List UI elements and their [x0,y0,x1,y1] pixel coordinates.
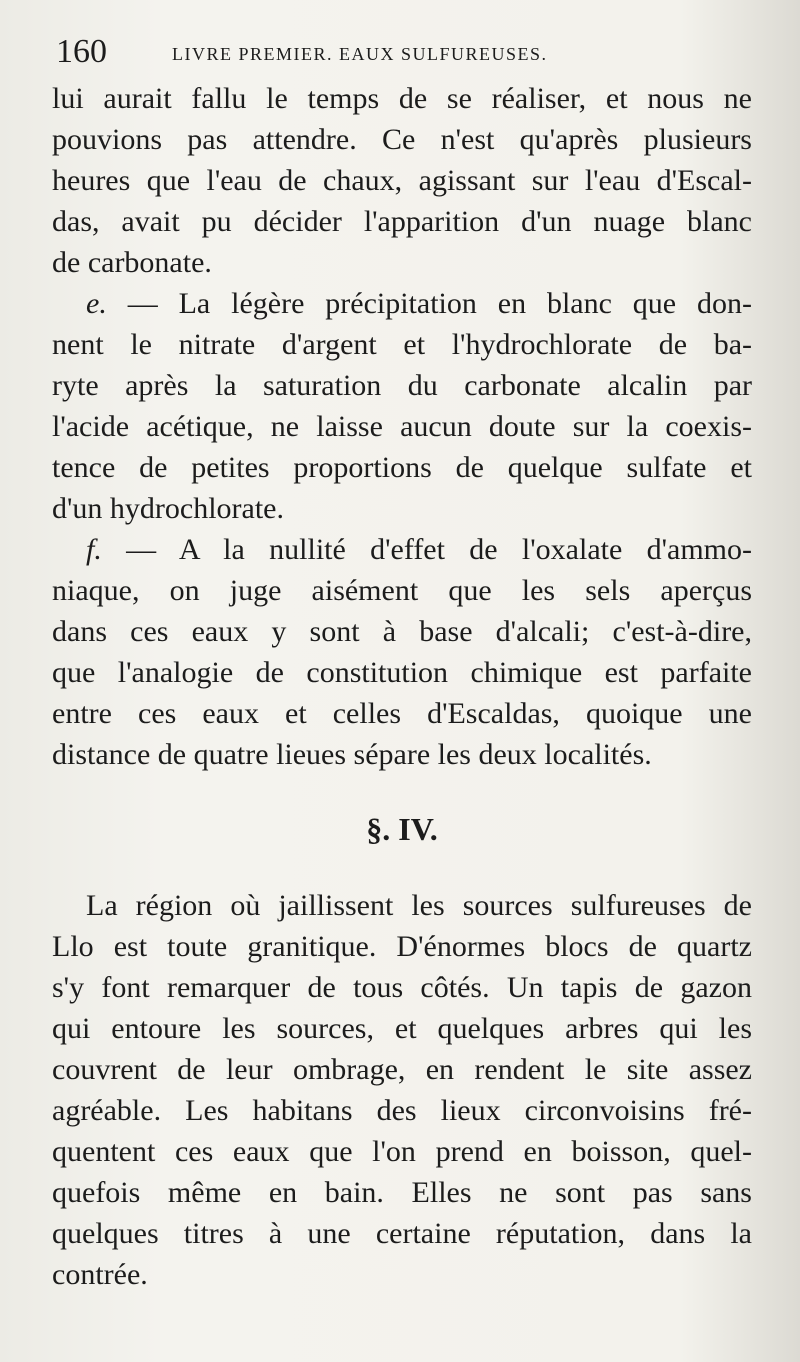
text-line: dans ces eaux y sont à base d'alcali; c'est-à-dire, [52,615,752,648]
page-number: 160 [56,33,107,70]
text-line-rest: — A la nullité d'effet de l'oxalate d'ammo- [101,533,752,566]
text-line: nent le nitrate d'argent et l'hydrochlorate de ba- [52,328,752,361]
text-line: lui aurait fallu le temps de se réaliser, et nous ne [52,82,752,115]
text-line: agréable. Les habitans des lieux circonvoisins fré- [52,1094,752,1127]
paragraph-continuation [52,78,752,283]
text-line: de carbonate. [52,246,212,279]
text-line: couvrent de leur ombrage, en rendent le site assez [52,1053,752,1086]
text-line: distance de quatre lieues sépare les deux localités. [52,738,652,771]
text-line: quelques titres à une certaine réputation, dans la [52,1217,752,1250]
text-line [52,529,752,570]
section-heading: §. IV. [366,811,438,847]
text-line: pouvions pas attendre. Ce n'est qu'après plusieurs [52,123,752,156]
text-line: niaque, on juge aisément que les sels aperçus [52,574,752,607]
text-line: heures que l'eau de chaux, agissant sur l'eau d'Escal- [52,164,752,197]
text-line [52,283,752,324]
text-line: La région où jaillissent les sources sulfureuses de [86,889,752,922]
text-line: quefois même en bain. Elles ne sont pas sans [52,1176,752,1209]
page-body [52,78,752,1295]
text-line: Llo est toute granitique. D'énormes blocs de quartz [52,930,752,963]
paragraph-section-iv [52,885,752,1295]
text-line: qui entoure les sources, et quelques arbres qui les [52,1012,752,1045]
text-line: l'acide acétique, ne laisse aucun doute sur la coexis- [52,410,752,443]
paragraph-e [52,283,752,529]
running-head: LIVRE PREMIER. EAUX SULFUREUSES. [172,44,548,64]
paragraph-marker: f. [86,533,102,566]
text-line: entre ces eaux et celles d'Escaldas, quoique une [52,697,752,730]
text-line: tence de petites proportions de quelque sulfate et [52,451,752,484]
text-line-rest: — La légère précipitation en blanc que don- [106,287,752,320]
text-line: quentent ces eaux que l'on prend en boisson, quel- [52,1135,752,1168]
text-line: s'y font remarquer de tous côtés. Un tapis de gazon [52,971,752,1004]
text-line: das, avait pu décider l'apparition d'un nuage blanc [52,205,752,238]
text-line: que l'analogie de constitution chimique est parfaite [52,656,752,689]
paragraph-marker: e. [86,287,107,320]
text-line: d'un hydrochlorate. [52,492,285,525]
text-line: ryte après la saturation du carbonate alcalin par [52,369,752,402]
page-header [52,32,752,72]
paragraph-f [52,529,752,775]
text-line: contrée. [52,1258,148,1291]
